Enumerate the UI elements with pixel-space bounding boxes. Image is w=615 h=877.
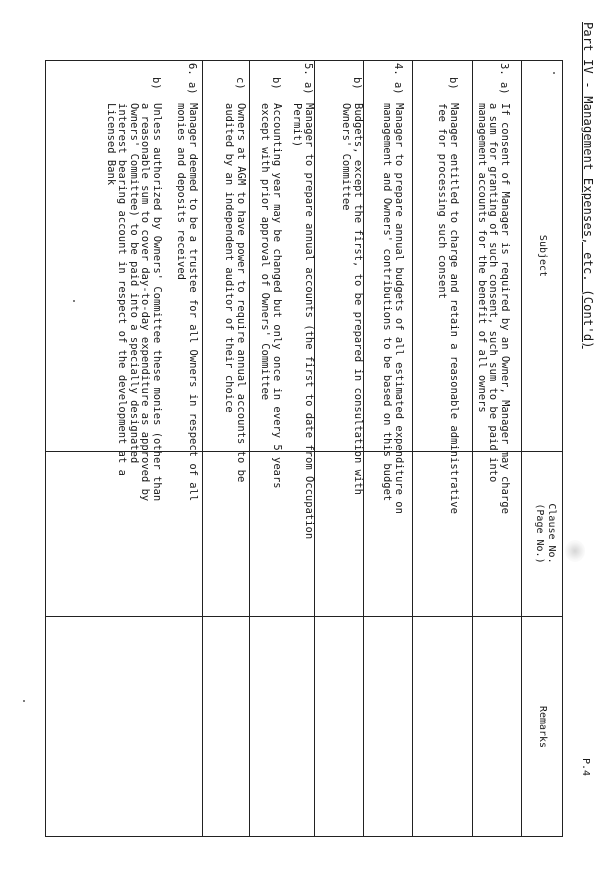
row-text-line: fee for processing such consent: [436, 103, 449, 299]
row-text-line: Licensed Bank: [105, 103, 117, 186]
row-text-line: Manager to prepare annual accounts (the first to date from Occupation: [303, 103, 315, 540]
row-label: 4. a): [392, 63, 404, 95]
row-divider: [202, 61, 203, 836]
row-label: b): [351, 77, 363, 90]
row-text-line: If consent of Manager is required by an Owner, Manager may charge: [499, 103, 511, 514]
clause-table: [45, 60, 563, 837]
subject-header: Subject: [537, 234, 548, 278]
row-text-line: Manager deemed to be a trustee for all Owners in respect of all: [187, 103, 199, 502]
scan-speck: [23, 700, 25, 702]
row-label: b): [447, 77, 459, 90]
row-text-line: Owners' Committee: [340, 103, 353, 211]
row-divider: [472, 61, 473, 836]
row-text-line: management accounts for the benefit of all owners: [476, 103, 488, 413]
row-text-line: a reasonable sum to cover day-to-day expenditure as approved by: [139, 103, 152, 502]
row-text-line: Budgets, except the first, to be prepared in consultation with: [352, 103, 364, 495]
row-text-line: monies and deposits received: [175, 103, 188, 281]
row-text-line: Owners at AGM to have power to require annual accounts to be: [235, 103, 247, 483]
row-text-line: interest bearing account in respect of the development at a: [116, 103, 129, 476]
row-text-line: a sum for granting of such consent, such sum to be paid into: [487, 103, 500, 483]
row-text-line: except with prior approval of Owners' Committee: [259, 103, 272, 401]
row-text-line: Manager to prepare annual budgets of all estimated expenditure on: [393, 103, 405, 514]
row-text-line: Permit): [291, 103, 304, 148]
clause-header-line1: Clause No.: [546, 503, 557, 564]
page-title: Part IV - Management Expenses, etc. (Cont'd): [581, 22, 595, 349]
row-label: 5. a): [302, 63, 314, 95]
row-label: b): [270, 77, 282, 90]
row-text-line: Manager entitled to charge and retain a reasonable administrative: [448, 103, 460, 514]
scan-speck: [73, 300, 75, 302]
row-text-line: Unless authorized by Owners' Committee these monies (other than: [151, 103, 163, 502]
row-label: 3. a): [498, 63, 510, 95]
scan-smudge: [565, 540, 585, 562]
remarks-header: Remarks: [537, 705, 548, 749]
clause-header-line2: (Page No.): [534, 503, 545, 564]
header-divider: [521, 61, 522, 836]
row-text-line: Owners' Committee) to be paid into a specially designated: [128, 103, 140, 464]
row-label: c): [234, 77, 246, 90]
row-divider: [412, 61, 413, 836]
row-text-line: Accounting year may be changed but only once in every 5 years: [271, 103, 283, 489]
scan-speck: [553, 72, 555, 74]
row-label: 6. a): [186, 63, 198, 95]
row-text-line: audited by an independent auditor of their choice: [223, 103, 236, 413]
row-label: b): [150, 77, 162, 90]
row-text-line: management and Owners' contributions to be based on this budget: [381, 103, 394, 502]
row-divider: [249, 61, 250, 836]
page-number: P.4: [580, 758, 591, 777]
column-divider: [46, 616, 562, 617]
